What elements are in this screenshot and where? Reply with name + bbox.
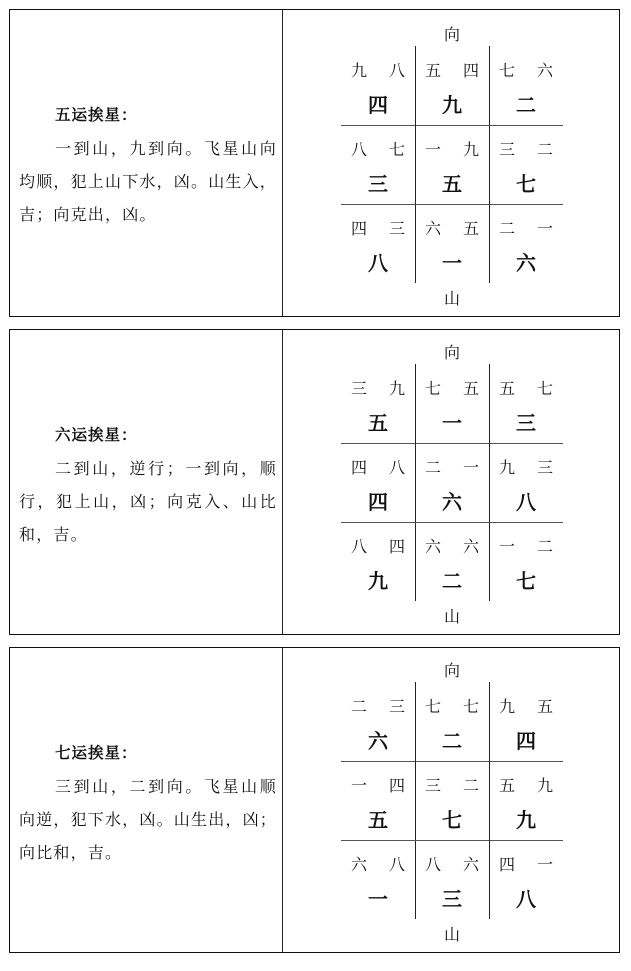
facing-star: 四 <box>388 776 405 795</box>
palace-cell <box>415 840 489 919</box>
facing-star: 二 <box>536 537 553 556</box>
panel-heading: 六运挨星： <box>55 426 138 444</box>
star-pair <box>341 376 415 399</box>
facing-star: 六 <box>462 537 479 556</box>
mountain-star: 七 <box>425 379 442 398</box>
facing-star: 九 <box>388 379 405 398</box>
mountain-star: 八 <box>425 855 442 874</box>
base-star: 一 <box>368 887 388 911</box>
panel-body-text: 三到山，二到向。飞星山顺向逆，犯下水，凶。山生出，凶；向比和，吉。 <box>19 777 278 862</box>
facing-star: 六 <box>462 855 479 874</box>
base-star: 四 <box>368 490 388 514</box>
base-star: 九 <box>442 93 462 117</box>
base-star: 九 <box>516 808 536 832</box>
palace-cell <box>489 204 563 283</box>
panel-heading: 七运挨星： <box>55 744 138 762</box>
star-pair <box>415 694 489 717</box>
base-star: 四 <box>516 729 536 753</box>
palace-cell <box>341 364 415 443</box>
star-pair <box>415 216 489 239</box>
mountain-label: 山 <box>443 607 460 626</box>
mountain-star: 六 <box>351 855 368 874</box>
base-star: 六 <box>368 729 388 753</box>
mountain-star: 八 <box>351 537 368 556</box>
base-star: 三 <box>368 172 388 196</box>
facing-label: 向 <box>443 661 460 680</box>
base-star: 八 <box>516 887 536 911</box>
palace-cell <box>415 204 489 283</box>
facing-star: 三 <box>536 458 553 477</box>
facing-star: 二 <box>462 776 479 795</box>
star-pair <box>415 852 489 875</box>
mountain-star: 七 <box>425 697 442 716</box>
mountain-star: 二 <box>499 219 516 238</box>
palace-cell <box>489 443 563 522</box>
palace-cell <box>341 682 415 761</box>
facing-star: 九 <box>536 776 553 795</box>
mountain-label: 山 <box>443 289 460 308</box>
base-star: 五 <box>368 808 388 832</box>
mountain-star: 四 <box>499 855 516 874</box>
panel-seven-period <box>9 647 620 953</box>
base-star: 一 <box>442 251 462 275</box>
palace-cell <box>415 364 489 443</box>
mountain-star: 八 <box>351 140 368 159</box>
palace-cell <box>341 204 415 283</box>
star-pair <box>341 852 415 875</box>
mountain-star: 二 <box>425 458 442 477</box>
facing-star: 一 <box>536 855 553 874</box>
star-pair <box>415 376 489 399</box>
star-pair <box>489 534 563 557</box>
mountain-star: 三 <box>351 379 368 398</box>
palace-cell <box>341 761 415 840</box>
mountain-star: 五 <box>499 379 516 398</box>
base-star: 七 <box>442 808 462 832</box>
palace-cell <box>341 443 415 522</box>
mountain-star: 一 <box>425 140 442 159</box>
base-star: 二 <box>516 93 536 117</box>
facing-star: 六 <box>536 61 553 80</box>
description <box>19 737 277 869</box>
column-divider <box>282 330 283 634</box>
palace-cell <box>489 46 563 125</box>
base-star: 五 <box>442 172 462 196</box>
palace-cell <box>415 443 489 522</box>
facing-star: 一 <box>462 458 479 477</box>
base-star: 八 <box>368 251 388 275</box>
facing-star: 八 <box>388 61 405 80</box>
star-pair <box>489 852 563 875</box>
column-divider <box>282 648 283 952</box>
panel-five-period <box>9 9 620 317</box>
mountain-star: 四 <box>351 458 368 477</box>
base-star: 七 <box>516 569 536 593</box>
base-star: 二 <box>442 569 462 593</box>
column-divider <box>282 10 283 316</box>
base-star: 三 <box>442 887 462 911</box>
mountain-star: 九 <box>499 697 516 716</box>
palace-cell <box>415 125 489 204</box>
facing-star: 四 <box>462 61 479 80</box>
star-pair <box>341 455 415 478</box>
star-pair <box>489 216 563 239</box>
palace-cell <box>489 364 563 443</box>
base-star: 七 <box>516 172 536 196</box>
star-pair <box>489 773 563 796</box>
base-star: 六 <box>516 251 536 275</box>
star-pair <box>489 455 563 478</box>
star-pair <box>415 534 489 557</box>
facing-star: 三 <box>388 697 405 716</box>
star-grid <box>341 46 563 283</box>
palace-cell <box>489 522 563 601</box>
star-pair <box>489 376 563 399</box>
mountain-star: 六 <box>425 219 442 238</box>
mountain-label: 山 <box>443 925 460 944</box>
star-pair <box>415 137 489 160</box>
star-pair <box>341 216 415 239</box>
palace-cell <box>341 522 415 601</box>
base-star: 三 <box>516 411 536 435</box>
star-pair <box>341 58 415 81</box>
facing-star: 八 <box>388 458 405 477</box>
panel-six-period <box>9 329 620 635</box>
star-pair <box>341 694 415 717</box>
facing-star: 二 <box>536 140 553 159</box>
facing-star: 七 <box>462 697 479 716</box>
facing-star: 八 <box>388 855 405 874</box>
palace-cell <box>415 46 489 125</box>
facing-star: 四 <box>388 537 405 556</box>
palace-cell <box>489 761 563 840</box>
base-star: 八 <box>516 490 536 514</box>
base-star: 四 <box>368 93 388 117</box>
palace-cell <box>415 522 489 601</box>
star-pair <box>489 58 563 81</box>
palace-cell <box>341 46 415 125</box>
base-star: 一 <box>442 411 462 435</box>
star-grid <box>341 364 563 601</box>
palace-cell <box>489 125 563 204</box>
palace-cell <box>489 840 563 919</box>
star-pair <box>341 773 415 796</box>
base-star: 五 <box>368 411 388 435</box>
facing-star: 七 <box>388 140 405 159</box>
panel-body-text: 二到山，逆行；一到向，顺行，犯上山，凶；向克入、山比和，吉。 <box>19 459 277 544</box>
base-star: 六 <box>442 490 462 514</box>
palace-cell <box>341 125 415 204</box>
base-star: 九 <box>368 569 388 593</box>
palace-cell <box>415 682 489 761</box>
star-pair <box>341 534 415 557</box>
facing-label: 向 <box>443 25 460 44</box>
mountain-star: 二 <box>351 697 368 716</box>
base-star: 二 <box>442 729 462 753</box>
facing-star: 五 <box>462 379 479 398</box>
mountain-star: 三 <box>499 140 516 159</box>
star-pair <box>489 137 563 160</box>
star-pair <box>415 58 489 81</box>
description <box>19 419 277 551</box>
mountain-star: 五 <box>499 776 516 795</box>
facing-star: 一 <box>536 219 553 238</box>
star-grid <box>341 682 563 919</box>
facing-star: 三 <box>388 219 405 238</box>
star-pair <box>415 455 489 478</box>
mountain-star: 六 <box>425 537 442 556</box>
facing-star: 七 <box>536 379 553 398</box>
description <box>19 99 277 231</box>
mountain-star: 九 <box>351 61 368 80</box>
facing-star: 五 <box>462 219 479 238</box>
mountain-star: 五 <box>425 61 442 80</box>
panel-heading: 五运挨星： <box>55 106 138 124</box>
star-pair <box>341 137 415 160</box>
mountain-star: 七 <box>499 61 516 80</box>
palace-cell <box>489 682 563 761</box>
star-pair <box>415 773 489 796</box>
mountain-star: 一 <box>499 537 516 556</box>
facing-star: 五 <box>536 697 553 716</box>
mountain-star: 三 <box>425 776 442 795</box>
mountain-star: 一 <box>351 776 368 795</box>
facing-star: 九 <box>462 140 479 159</box>
facing-label: 向 <box>443 343 460 362</box>
palace-cell <box>415 761 489 840</box>
mountain-star: 四 <box>351 219 368 238</box>
panel-body-text: 一到山，九到向。飞星山向均顺，犯上山下水，凶。山生入，吉；向克出，凶。 <box>19 139 278 224</box>
star-pair <box>489 694 563 717</box>
palace-cell <box>341 840 415 919</box>
mountain-star: 九 <box>499 458 516 477</box>
